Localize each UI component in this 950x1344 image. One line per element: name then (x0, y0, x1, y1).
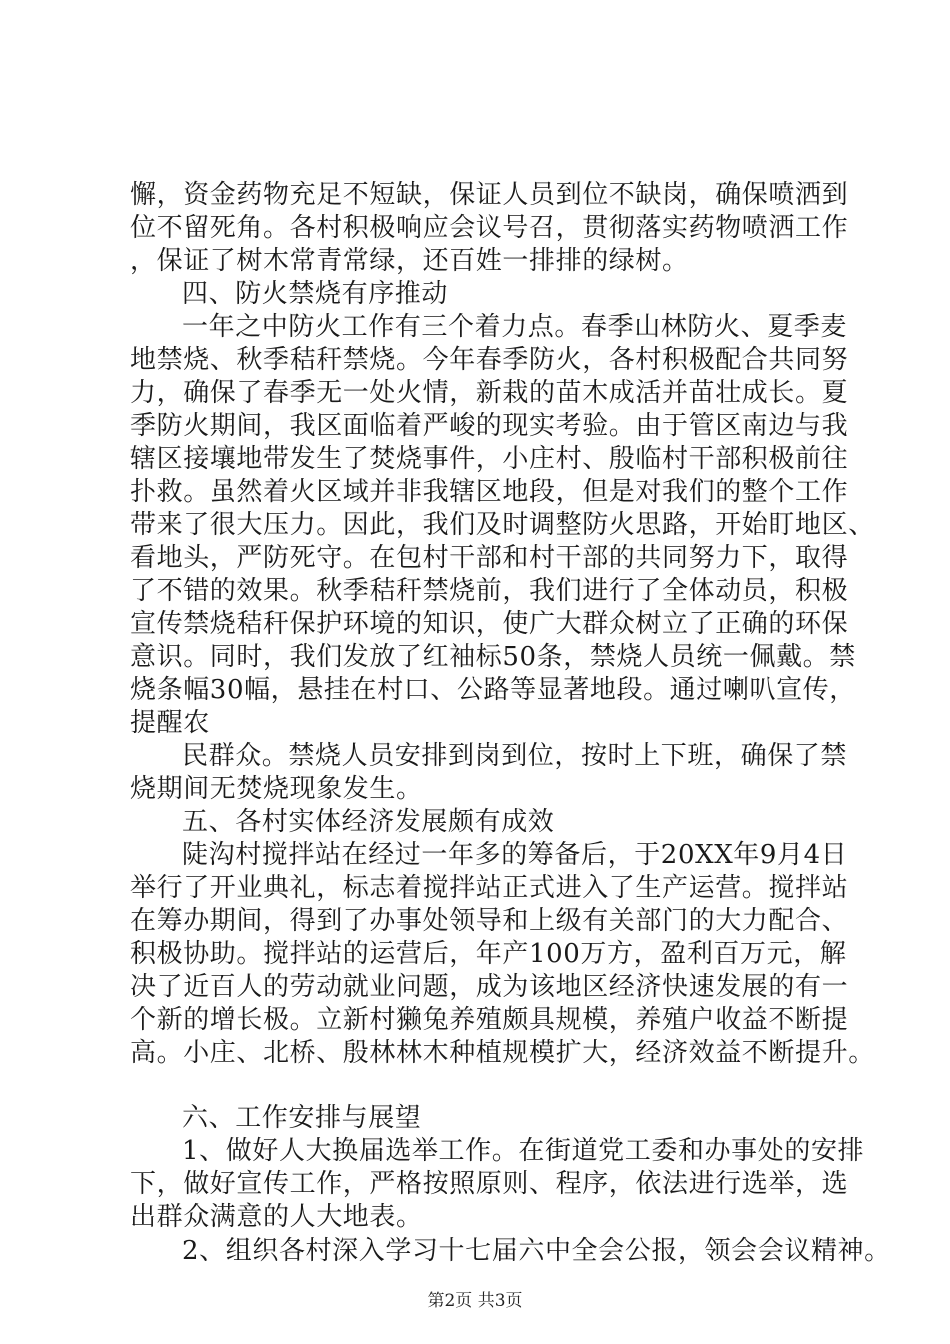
text-line: 决了近百人的劳动就业问题，成为该地区经济快速发展的有一 (130, 972, 849, 1002)
text-line: 了不错的效果。秋季秸秆禁烧前，我们进行了全体动员，积极 (130, 576, 849, 606)
text-line: 一年之中防火工作有三个着力点。春季山林防火、夏季麦 (182, 312, 848, 342)
text-line: 力，确保了春季无一处火情，新栽的苗木成活并苗壮成长。夏 (130, 378, 849, 408)
text-line: 烧期间无焚烧现象发生。 (130, 774, 423, 804)
text-line: 举行了开业典礼，标志着搅拌站正式进入了生产运营。搅拌站 (130, 873, 849, 903)
text-line: 积极协助。搅拌站的运营后，年产100万方，盈利百万元，解 (130, 939, 847, 969)
section-heading: 四、防火禁烧有序推动 (182, 279, 449, 309)
section-heading: 五、各村实体经济发展颇有成效 (182, 807, 555, 837)
text-line: 高。小庄、北桥、殷林林木种植规模扩大，经济效益不断提升。 (130, 1038, 875, 1068)
text-line: 带来了很大压力。因此，我们及时调整防火思路，开始盯地区、 (130, 510, 875, 540)
text-line: 烧条幅30幅，悬挂在村口、公路等显著地段。通过喇叭宣传， (130, 675, 856, 705)
text-line: 位不留死角。各村积极响应会议号召，贯彻落实药物喷洒工作 (130, 213, 849, 243)
text-line: 意识。同时，我们发放了红袖标50条，禁烧人员统一佩戴。禁 (130, 642, 856, 672)
text-line: 看地头，严防死守。在包村干部和村干部的共同努力下，取得 (130, 543, 849, 573)
text-line: 辖区接壤地带发生了焚烧事件，小庄村、殷临村干部积极前往 (130, 444, 849, 474)
text-line: 地禁烧、秋季秸秆禁烧。今年春季防火，各村积极配合共同努 (130, 345, 849, 375)
text-line: 陡沟村搅拌站在经过一年多的筹备后，于20XX年9月4日 (182, 840, 848, 870)
text-line: ，保证了树木常青常绿，还百姓一排排的绿树。 (130, 246, 689, 276)
page-number-footer: 第2页 共3页 (427, 1291, 523, 1311)
text-line: 下，做好宣传工作，严格按照原则、程序，依法进行选举，选 (130, 1169, 849, 1199)
text-line: 宣传禁烧秸秆保护环境的知识，使广大群众树立了正确的环保 (130, 609, 849, 639)
text-line: 懈，资金药物充足不短缺，保证人员到位不缺岗，确保喷洒到 (130, 180, 849, 210)
text-line: 提醒农 (130, 708, 210, 738)
text-line: 2、组织各村深入学习十七届六中全会公报，领会会议精神。 (182, 1236, 891, 1266)
text-line: 在筹办期间，得到了办事处领导和上级有关部门的大力配合、 (130, 906, 849, 936)
text-line: 扑救。虽然着火区域并非我辖区地段，但是对我们的整个工作 (130, 477, 849, 507)
text-line: 1、做好人大换届选举工作。在街道党工委和办事处的安排 (182, 1136, 865, 1166)
section-heading: 六、工作安排与展望 (182, 1103, 422, 1133)
text-line: 个新的增长极。立新村獭兔养殖颇具规模，养殖户收益不断提 (130, 1005, 849, 1035)
text-line: 出群众满意的人大地表。 (130, 1202, 423, 1232)
text-line: 季防火期间，我区面临着严峻的现实考验。由于管区南边与我 (130, 411, 849, 441)
text-line: 民群众。禁烧人员安排到岗到位，按时上下班，确保了禁 (182, 741, 848, 771)
